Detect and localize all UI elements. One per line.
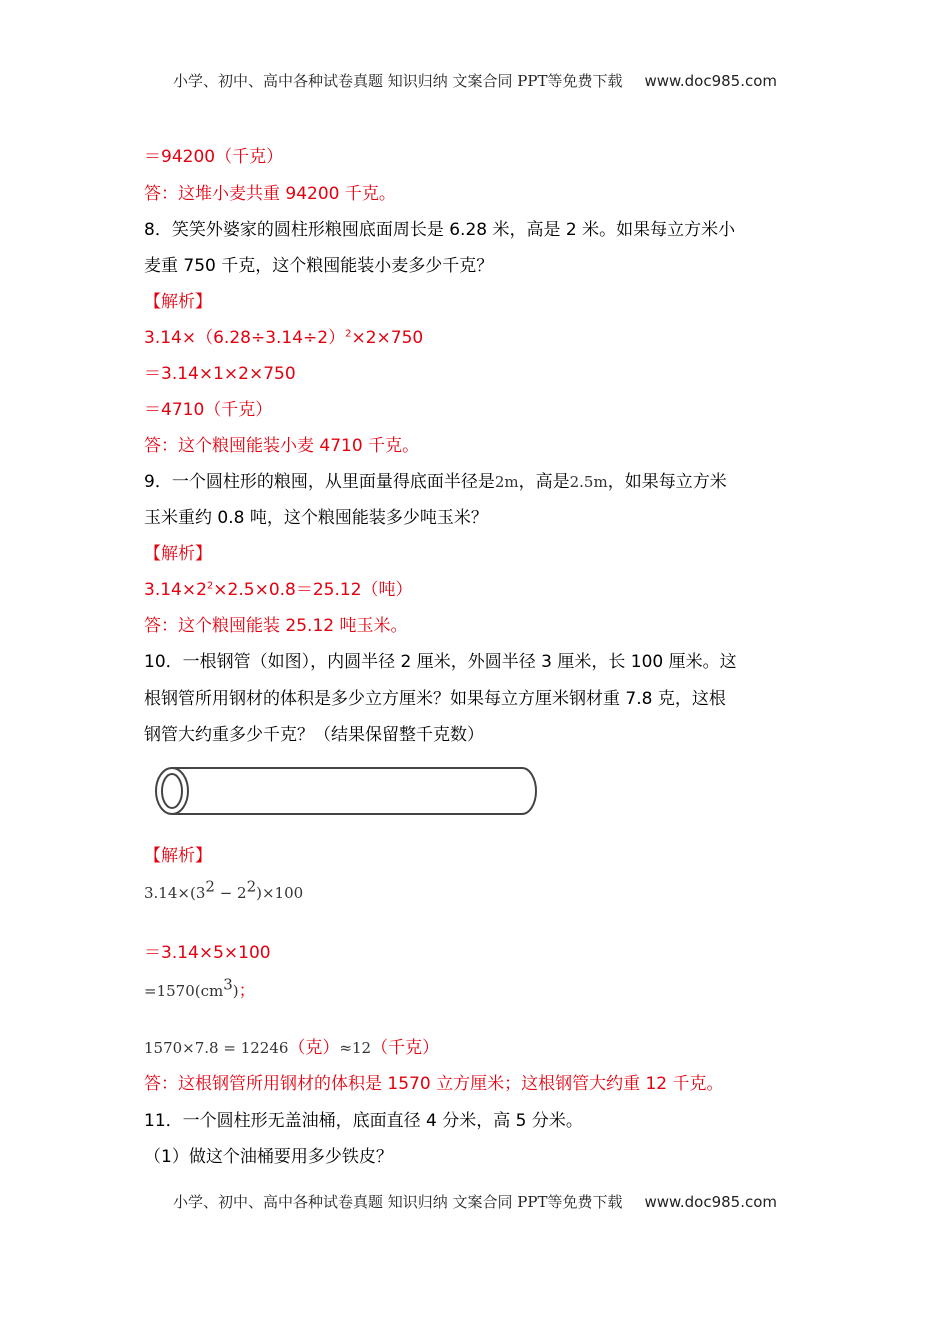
footer-text: 小学、初中、高中各种试卷真题 知识归纳 文案合同 PPT等免费下载 — [172, 1193, 623, 1211]
q10-calc3-sup: 3 — [223, 975, 233, 994]
q9-line1-a: 9．一个圆柱形的粮囤，从里面量得底面半径是 — [144, 472, 495, 492]
q10-calc3-semicolon: ； — [238, 981, 256, 1001]
q10-calc4-unit2: （千克） — [371, 1038, 440, 1058]
q11-line1: 11．一个圆柱形无盖油桶，底面直径 4 分米，高 5 分米。 — [144, 1111, 583, 1131]
q7-answer: 答：这堆小麦共重 94200 千克。 — [144, 184, 396, 204]
pipe-inner-rim — [162, 774, 182, 808]
q8-calc3: ＝4710（千克） — [144, 400, 273, 420]
q10-line3: 钢管大约重多少千克？（结果保留整千克数） — [144, 725, 484, 745]
q7-calc-end: ＝94200（千克） — [144, 147, 284, 167]
page-header — [0, 70, 950, 91]
q10-line1: 10．一根钢管（如图），内圆半径 2 厘米，外圆半径 3 厘米，长 100 厘米。这 — [144, 652, 737, 672]
q10-calc1-c: )×100 — [256, 884, 304, 902]
q10-analysis-heading: 【解析】 — [144, 846, 212, 866]
page-footer — [0, 1191, 950, 1212]
q9-line1 — [144, 469, 727, 495]
q9-calc-b: ×2.5×0.8＝25.12（吨） — [213, 580, 413, 600]
q9-radius: 2m — [494, 473, 519, 491]
q8-line2: 麦重 750 千克，这个粮囤能装小麦多少千克？ — [144, 256, 494, 276]
q9-calc-sup: 2 — [206, 580, 214, 592]
q10-calc1-b: − 2 — [214, 884, 247, 902]
q9-line1-b: ，高是 — [518, 472, 570, 492]
q8-calc1-b: ×2×750 — [351, 328, 424, 348]
q10-calc1-sup2: 2 — [246, 877, 257, 896]
q11-sub1: （1）做这个油桶要用多少铁皮？ — [144, 1147, 393, 1167]
q9-analysis-heading: 【解析】 — [144, 544, 212, 564]
q8-answer: 答：这个粮囤能装小麦 4710 千克。 — [144, 436, 420, 456]
q10-calc4-b: ≈12 — [339, 1039, 372, 1057]
header-text: 小学、初中、高中各种试卷真题 知识归纳 文案合同 PPT等免费下载 — [172, 72, 623, 90]
header-url[interactable]: www.doc985.com — [644, 72, 778, 90]
q10-calc1-sup1: 2 — [205, 877, 215, 896]
q9-calc — [144, 577, 413, 603]
q8-calc2: ＝3.14×1×2×750 — [144, 364, 296, 384]
q10-calc1-a: 3.14×(3 — [144, 884, 206, 902]
q10-calc2: ＝3.14×5×100 — [144, 943, 271, 963]
q10-calc3-b: ) — [232, 982, 239, 1000]
q10-calc4-unit1: （克） — [288, 1038, 340, 1058]
q9-height: 2.5m — [569, 473, 608, 491]
q9-line2: 玉米重约 0.8 吨，这个粮囤能装多少吨玉米？ — [144, 508, 488, 528]
q10-calc3 — [144, 975, 256, 1004]
q10-calc1 — [144, 877, 304, 906]
q9-line1-c: ，如果每立方米 — [607, 472, 727, 492]
q8-calc1-a: 3.14×（6.28÷3.14÷2） — [144, 328, 346, 348]
q10-line2: 根钢管所用钢材的体积是多少立方厘米？如果每立方厘米钢材重 7.8 克，这根 — [144, 689, 726, 709]
q8-calc1 — [144, 325, 423, 351]
q8-analysis-heading: 【解析】 — [144, 292, 212, 312]
q10-answer: 答：这根钢管所用钢材的体积是 1570 立方厘米；这根钢管大约重 12 千克。 — [144, 1074, 724, 1094]
q8-calc1-sup: 2 — [345, 328, 352, 340]
q9-answer: 答：这个粮囤能装 25.12 吨玉米。 — [144, 616, 408, 636]
q10-calc4 — [144, 1035, 439, 1061]
q9-calc-a: 3.14×2 — [144, 580, 207, 600]
q10-calc4-a: 1570×7.8 = 12246 — [144, 1039, 289, 1057]
pipe-body — [172, 768, 536, 814]
footer-url[interactable]: www.doc985.com — [644, 1193, 778, 1211]
steel-pipe-figure — [152, 760, 542, 822]
q10-calc3-a: =1570(cm — [144, 982, 224, 1000]
q8-line1: 8．笑笑外婆家的圆柱形粮囤底面周长是 6.28 米，高是 2 米。如果每立方米小 — [144, 220, 736, 240]
